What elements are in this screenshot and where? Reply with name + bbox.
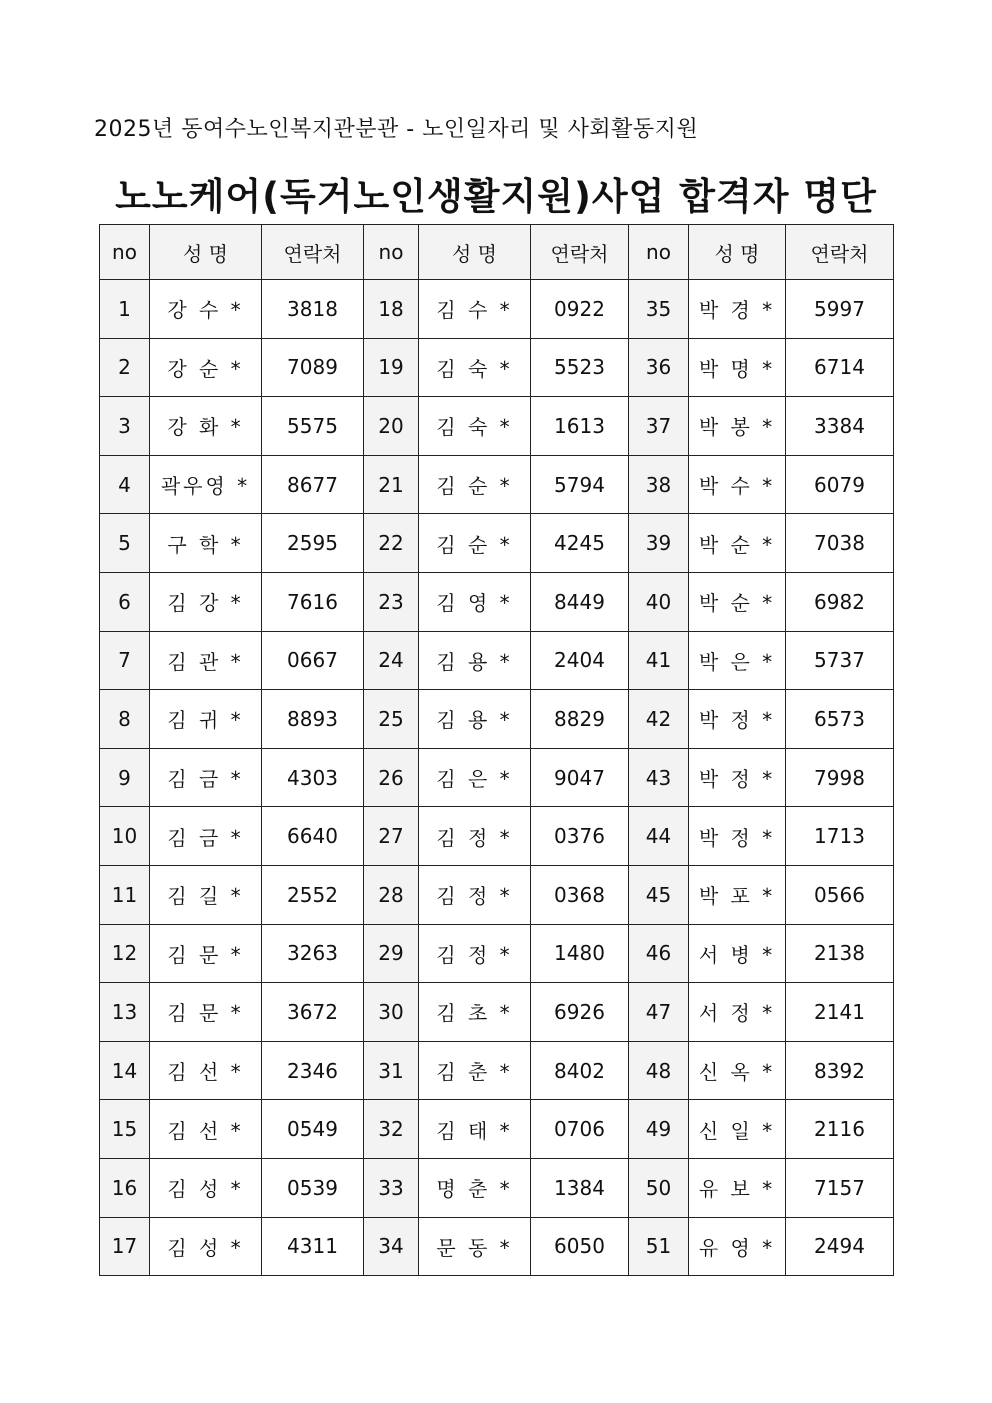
row-number: 22 [364,514,419,573]
row-number: 51 [629,1217,689,1276]
member-name: 김 문 * [150,983,262,1042]
contact-number: 3384 [786,397,894,456]
member-name: 김 정 * [419,865,531,924]
contact-number: 5737 [786,631,894,690]
contact-number: 3263 [262,924,364,983]
member-name: 김 선 * [150,1100,262,1159]
table-row [100,397,894,456]
row-number: 34 [364,1217,419,1276]
contact-number: 2141 [786,983,894,1042]
contact-number: 0539 [262,1158,364,1217]
contact-number: 2138 [786,924,894,983]
row-number: 20 [364,397,419,456]
row-number: 26 [364,748,419,807]
contact-number: 2404 [531,631,629,690]
contact-number: 6926 [531,983,629,1042]
member-name: 김 은 * [419,748,531,807]
row-number: 38 [629,455,689,514]
column-header: 연락처 [786,225,894,280]
contact-number: 7089 [262,338,364,397]
member-name: 박 정 * [689,748,786,807]
member-name: 박 순 * [689,572,786,631]
contact-number: 2116 [786,1100,894,1159]
row-number: 2 [100,338,150,397]
contact-number: 6640 [262,807,364,866]
row-number: 14 [100,1041,150,1100]
contact-number: 0368 [531,865,629,924]
contact-number: 0922 [531,280,629,339]
row-number: 3 [100,397,150,456]
row-number: 39 [629,514,689,573]
member-name: 김 귀 * [150,690,262,749]
contact-number: 9047 [531,748,629,807]
member-name: 김 정 * [419,924,531,983]
column-header: no [629,225,689,280]
row-number: 13 [100,983,150,1042]
row-number: 5 [100,514,150,573]
contact-number: 2346 [262,1041,364,1100]
member-name: 김 길 * [150,865,262,924]
row-number: 32 [364,1100,419,1159]
contact-number: 4303 [262,748,364,807]
member-name: 박 정 * [689,690,786,749]
contact-number: 4245 [531,514,629,573]
column-header: no [100,225,150,280]
contact-number: 3818 [262,280,364,339]
contact-number: 0706 [531,1100,629,1159]
row-number: 48 [629,1041,689,1100]
member-name: 유 영 * [689,1217,786,1276]
member-name: 김 태 * [419,1100,531,1159]
member-name: 박 은 * [689,631,786,690]
column-header: 성 명 [689,225,786,280]
row-number: 40 [629,572,689,631]
table-row [100,455,894,514]
column-header: 성 명 [150,225,262,280]
member-name: 김 용 * [419,690,531,749]
contact-number: 5575 [262,397,364,456]
member-name: 곽우영 * [150,455,262,514]
document-title: 노노케어(독거노인생활지원)사업 합격자 명단 [115,175,877,218]
member-name: 김 성 * [150,1158,262,1217]
row-number: 16 [100,1158,150,1217]
member-name: 김 순 * [419,514,531,573]
row-number: 11 [100,865,150,924]
contact-number: 4311 [262,1217,364,1276]
member-name: 박 포 * [689,865,786,924]
member-name: 서 병 * [689,924,786,983]
member-name: 김 금 * [150,748,262,807]
contact-number: 7038 [786,514,894,573]
member-name: 박 정 * [689,807,786,866]
member-name: 김 초 * [419,983,531,1042]
row-number: 50 [629,1158,689,1217]
contact-number: 8893 [262,690,364,749]
table-row [100,1041,894,1100]
contact-number: 2494 [786,1217,894,1276]
contact-number: 2552 [262,865,364,924]
contact-number: 7616 [262,572,364,631]
row-number: 24 [364,631,419,690]
contact-number: 0549 [262,1100,364,1159]
member-name: 구 학 * [150,514,262,573]
contact-number: 6982 [786,572,894,631]
contact-number: 0376 [531,807,629,866]
member-name: 유 보 * [689,1158,786,1217]
table-row [100,514,894,573]
row-number: 35 [629,280,689,339]
row-number: 29 [364,924,419,983]
member-name: 강 수 * [150,280,262,339]
row-number: 44 [629,807,689,866]
contact-number: 3672 [262,983,364,1042]
row-number: 47 [629,983,689,1042]
row-number: 46 [629,924,689,983]
contact-number: 8402 [531,1041,629,1100]
row-number: 15 [100,1100,150,1159]
table-row [100,280,894,339]
contact-number: 1613 [531,397,629,456]
member-name: 신 옥 * [689,1041,786,1100]
row-number: 18 [364,280,419,339]
contact-number: 1713 [786,807,894,866]
row-number: 17 [100,1217,150,1276]
roster-body [100,280,894,1276]
column-header: no [364,225,419,280]
member-name: 김 금 * [150,807,262,866]
table-row [100,1100,894,1159]
row-number: 37 [629,397,689,456]
member-name: 김 숙 * [419,397,531,456]
row-number: 42 [629,690,689,749]
contact-number: 0566 [786,865,894,924]
table-row [100,338,894,397]
member-name: 박 명 * [689,338,786,397]
roster-table [99,224,894,1276]
table-row [100,690,894,749]
table-row [100,807,894,866]
member-name: 강 순 * [150,338,262,397]
contact-number: 6573 [786,690,894,749]
member-name: 김 순 * [419,455,531,514]
member-name: 김 정 * [419,807,531,866]
table-row [100,748,894,807]
row-number: 7 [100,631,150,690]
contact-number: 7157 [786,1158,894,1217]
contact-number: 6714 [786,338,894,397]
contact-number: 1480 [531,924,629,983]
member-name: 박 수 * [689,455,786,514]
table-row [100,865,894,924]
row-number: 9 [100,748,150,807]
row-number: 49 [629,1100,689,1159]
member-name: 김 선 * [150,1041,262,1100]
row-number: 41 [629,631,689,690]
contact-number: 8829 [531,690,629,749]
header-row [100,225,894,280]
contact-number: 5997 [786,280,894,339]
member-name: 김 숙 * [419,338,531,397]
member-name: 박 봉 * [689,397,786,456]
member-name: 김 관 * [150,631,262,690]
contact-number: 8677 [262,455,364,514]
member-name: 강 화 * [150,397,262,456]
contact-number: 0667 [262,631,364,690]
row-number: 30 [364,983,419,1042]
contact-number: 6079 [786,455,894,514]
member-name: 서 정 * [689,983,786,1042]
row-number: 23 [364,572,419,631]
contact-number: 7998 [786,748,894,807]
row-number: 27 [364,807,419,866]
member-name: 김 강 * [150,572,262,631]
row-number: 33 [364,1158,419,1217]
member-name: 문 동 * [419,1217,531,1276]
member-name: 김 수 * [419,280,531,339]
row-number: 21 [364,455,419,514]
member-name: 김 용 * [419,631,531,690]
contact-number: 8449 [531,572,629,631]
contact-number: 8392 [786,1041,894,1100]
contact-number: 2595 [262,514,364,573]
table-row [100,924,894,983]
row-number: 8 [100,690,150,749]
member-name: 명 춘 * [419,1158,531,1217]
row-number: 31 [364,1041,419,1100]
contact-number: 5523 [531,338,629,397]
row-number: 4 [100,455,150,514]
row-number: 10 [100,807,150,866]
member-name: 박 순 * [689,514,786,573]
member-name: 김 춘 * [419,1041,531,1100]
table-row [100,631,894,690]
contact-number: 1384 [531,1158,629,1217]
row-number: 19 [364,338,419,397]
member-name: 김 영 * [419,572,531,631]
contact-number: 6050 [531,1217,629,1276]
row-number: 12 [100,924,150,983]
column-header: 성 명 [419,225,531,280]
row-number: 1 [100,280,150,339]
row-number: 36 [629,338,689,397]
member-name: 김 문 * [150,924,262,983]
table-row [100,983,894,1042]
row-number: 25 [364,690,419,749]
member-name: 신 일 * [689,1100,786,1159]
member-name: 김 성 * [150,1217,262,1276]
row-number: 28 [364,865,419,924]
row-number: 6 [100,572,150,631]
row-number: 45 [629,865,689,924]
table-row [100,1217,894,1276]
column-header: 연락처 [262,225,364,280]
contact-number: 5794 [531,455,629,514]
table-row [100,572,894,631]
document-subtitle: 2025년 동여수노인복지관분관 - 노인일자리 및 사회활동지원 [94,117,699,142]
column-header: 연락처 [531,225,629,280]
member-name: 박 경 * [689,280,786,339]
table-row [100,1158,894,1217]
row-number: 43 [629,748,689,807]
